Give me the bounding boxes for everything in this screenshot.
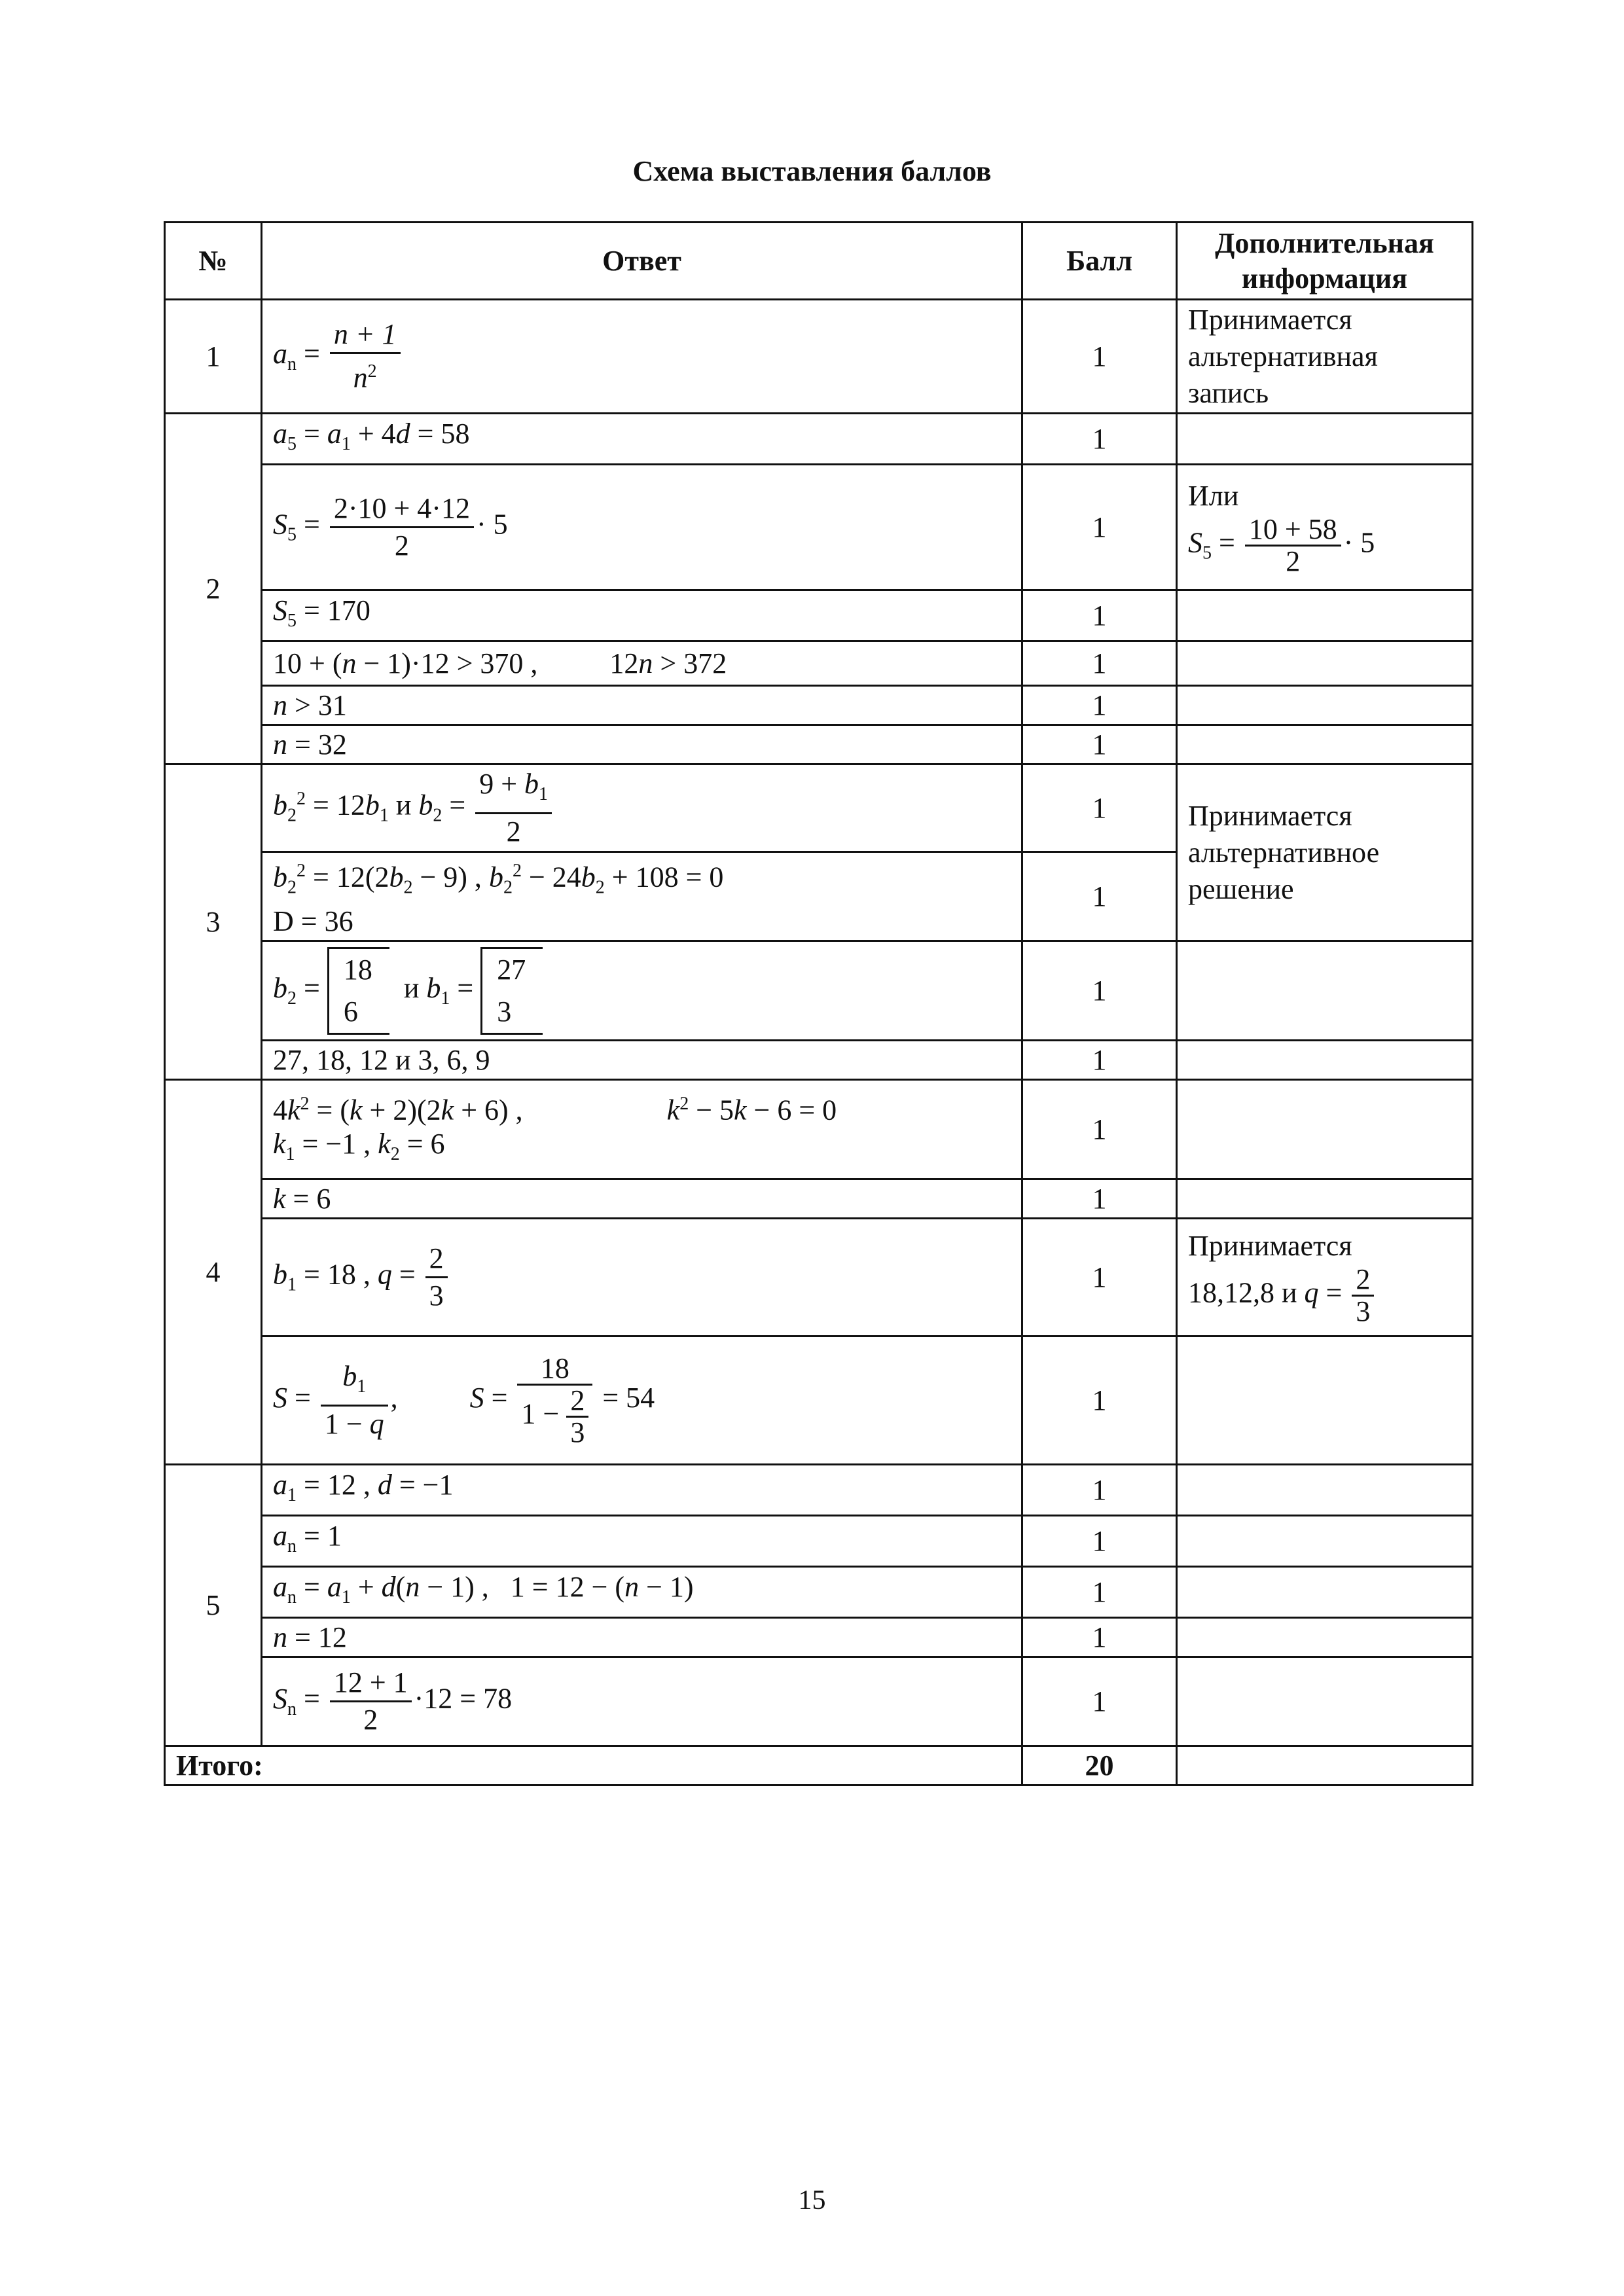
table-row bbox=[165, 465, 1473, 590]
table-row bbox=[165, 725, 1473, 764]
answer-cell: $a_1 = 12$ , d = −1 bbox=[262, 1465, 1022, 1516]
header-answer: Ответ bbox=[262, 223, 1022, 300]
score-cell: 1 bbox=[1022, 300, 1177, 414]
info-cell bbox=[1177, 1041, 1473, 1080]
answer-cell: $a_5 = a_1 + 4d = 58$ bbox=[262, 414, 1022, 465]
table-row bbox=[165, 1080, 1473, 1179]
table-row bbox=[165, 1041, 1473, 1080]
info-cell: Принимается альтернативное решение bbox=[1177, 764, 1473, 941]
table-row bbox=[165, 941, 1473, 1041]
header-info: Дополнительная информация bbox=[1177, 223, 1473, 300]
score-cell: 1 bbox=[1022, 1657, 1177, 1746]
document-title: Схема выставления баллов bbox=[632, 155, 992, 187]
task-number: 1 bbox=[165, 300, 262, 414]
score-cell: 1 bbox=[1022, 414, 1177, 465]
table-row bbox=[165, 1516, 1473, 1567]
score-cell: 1 bbox=[1022, 725, 1177, 764]
score-cell: 1 bbox=[1022, 590, 1177, 641]
score-cell: 1 bbox=[1022, 465, 1177, 590]
info-cell bbox=[1177, 414, 1473, 465]
word-and: и bbox=[395, 789, 412, 821]
table-row bbox=[165, 1567, 1473, 1618]
answer-cell: $a_n = 1$ bbox=[262, 1516, 1022, 1567]
score-cell: 1 bbox=[1022, 1336, 1177, 1465]
scoring-table bbox=[164, 221, 1473, 1786]
answer-cell: $b_2^2 = 12b_1$ и $b_2$ = $\frac{9 + b_1}{2}$ bbox=[262, 764, 1022, 852]
discriminant: D = 36 bbox=[273, 905, 353, 938]
answer-cell: $S_5$ = $\frac{2\cdot 10 + 4\cdot 12}{2}$ · 5 bbox=[262, 465, 1022, 590]
score-cell: 1 bbox=[1022, 686, 1177, 725]
task-number: 5 bbox=[165, 1465, 262, 1746]
answer-cell: $S_5 = 170$ bbox=[262, 590, 1022, 641]
info-cell: Принимается альтернативная запись bbox=[1177, 300, 1473, 414]
answer-cell: k = 6 bbox=[262, 1179, 1022, 1219]
table-row bbox=[165, 1618, 1473, 1657]
info-cell bbox=[1177, 1336, 1473, 1465]
task-number: 4 bbox=[165, 1080, 262, 1465]
info-cell bbox=[1177, 1618, 1473, 1657]
info-cell bbox=[1177, 686, 1473, 725]
info-cell: Принимается 18,12,8 и q = $\frac{2}{3}$ bbox=[1177, 1219, 1473, 1336]
table-row bbox=[165, 590, 1473, 641]
answer-cell: $a_n = a_1 + d(n - 1)$ , 1 = 12 − (n − 1) bbox=[262, 1567, 1022, 1618]
score-cell: 1 bbox=[1022, 1041, 1177, 1080]
answer-cell: $b_2$ = 18 6 и $b_1$ = 27 3 bbox=[262, 941, 1022, 1041]
table-row bbox=[165, 1465, 1473, 1516]
info-cell bbox=[1177, 1516, 1473, 1567]
score-cell: 1 bbox=[1022, 1465, 1177, 1516]
word-and: и bbox=[403, 971, 420, 1004]
score-cell: 1 bbox=[1022, 852, 1177, 941]
total-label: Итого: bbox=[165, 1746, 1022, 1785]
info-or: Или bbox=[1188, 480, 1239, 512]
table-row bbox=[165, 1657, 1473, 1746]
score-cell: 1 bbox=[1022, 941, 1177, 1041]
table-row bbox=[165, 414, 1473, 465]
score-cell: 1 bbox=[1022, 1618, 1177, 1657]
total-row bbox=[165, 1746, 1473, 1785]
table-row bbox=[165, 1219, 1473, 1336]
table-row bbox=[165, 686, 1473, 725]
answer-cell: n = 12 bbox=[262, 1618, 1022, 1657]
info-cell bbox=[1177, 941, 1473, 1041]
header-score: Балл bbox=[1022, 223, 1177, 300]
info-cell bbox=[1177, 1080, 1473, 1179]
score-cell: 1 bbox=[1022, 1219, 1177, 1336]
answer-cell: $b_2^2 = 12(2b_2 - 9)$ , $b_2^2 - 24b_2 + 108 = 0$ D = 36 bbox=[262, 852, 1022, 941]
table-row bbox=[165, 1179, 1473, 1219]
info-accepted: Принимается bbox=[1188, 1230, 1352, 1262]
answer-cell: $b_1 = 18$ , q = $\frac{2}{3}$ bbox=[262, 1219, 1022, 1336]
answer-cell: 27, 18, 12 и 3, 6, 9 bbox=[262, 1041, 1022, 1080]
info-cell bbox=[1177, 1179, 1473, 1219]
table-row bbox=[165, 1336, 1473, 1465]
info-cell bbox=[1177, 590, 1473, 641]
score-cell: 1 bbox=[1022, 1179, 1177, 1219]
info-cell: Или $S_5$ = $\frac{10 + 58}{2}$ · 5 bbox=[1177, 465, 1473, 590]
info-sequence: 18,12,8 и bbox=[1188, 1276, 1297, 1309]
table-row bbox=[165, 764, 1473, 852]
total-value: 20 bbox=[1022, 1746, 1177, 1785]
answer-cell: $a_n$ = $\frac{n + 1}{n^2}$ bbox=[262, 300, 1022, 414]
header-num: № bbox=[165, 223, 262, 300]
info-cell bbox=[1177, 725, 1473, 764]
task-number: 2 bbox=[165, 414, 262, 764]
answer-cell: S = $\frac{b_1}{1 - q}$ , S = 18 1 − $\frac{2}{3}$ = 54 bbox=[262, 1336, 1022, 1465]
table-row bbox=[165, 641, 1473, 686]
answer-cell: 10 + (n − 1)·12 > 370 , 12n > 372 bbox=[262, 641, 1022, 686]
task-number: 3 bbox=[165, 764, 262, 1080]
info-cell bbox=[1177, 1567, 1473, 1618]
score-cell: 1 bbox=[1022, 764, 1177, 852]
info-cell bbox=[1177, 1746, 1473, 1785]
answer-cell: $4k^2 = (k + 2)(2k + 6)$ , $k^2 - 5k - 6 = 0$ $k_1 = -1$ , $k_2 = 6$ bbox=[262, 1080, 1022, 1179]
header-row bbox=[165, 223, 1473, 300]
page-number: 15 bbox=[798, 2185, 826, 2215]
score-cell: 1 bbox=[1022, 1080, 1177, 1179]
info-cell bbox=[1177, 1465, 1473, 1516]
score-cell: 1 bbox=[1022, 641, 1177, 686]
table-row bbox=[165, 300, 1473, 414]
score-cell: 1 bbox=[1022, 1567, 1177, 1618]
answer-cell: n > 31 bbox=[262, 686, 1022, 725]
info-cell bbox=[1177, 1657, 1473, 1746]
answer-cell: n = 32 bbox=[262, 725, 1022, 764]
answer-cell: $S_n$ = $\frac{12 + 1}{2}$ ·12 = 78 bbox=[262, 1657, 1022, 1746]
info-cell bbox=[1177, 641, 1473, 686]
score-cell: 1 bbox=[1022, 1516, 1177, 1567]
